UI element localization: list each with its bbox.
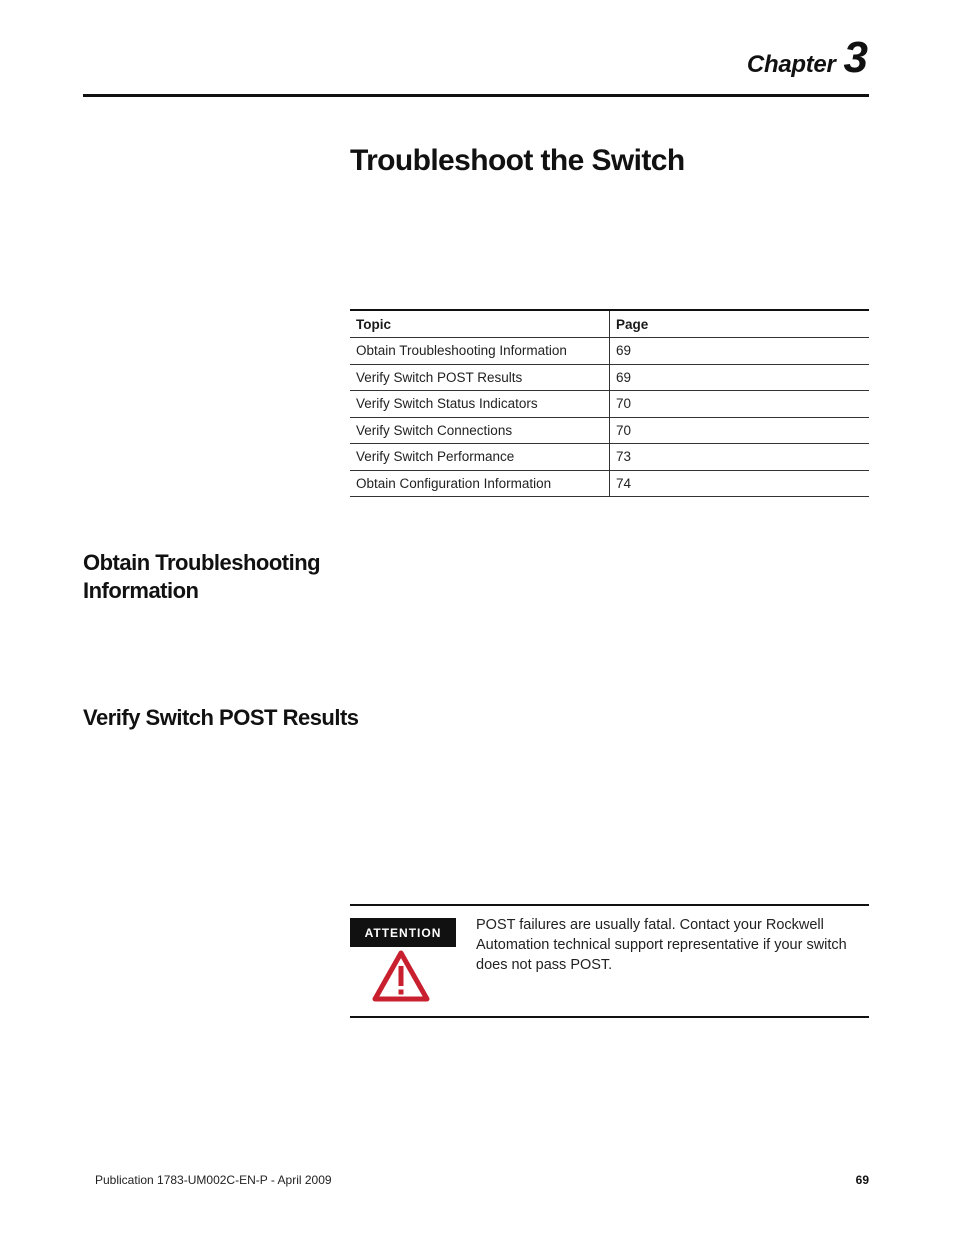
chapter-header <box>746 33 868 82</box>
topic-table <box>350 309 869 497</box>
topic-cell: Verify Switch Connections <box>350 417 610 444</box>
footer-page-number: 69 <box>855 1173 869 1187</box>
chapter-number: 3 <box>843 33 868 82</box>
page-cell: 74 <box>610 470 870 497</box>
attention-label: ATTENTION <box>350 918 456 947</box>
page-cell: 73 <box>610 444 870 471</box>
topic-cell: Obtain Configuration Information <box>350 470 610 497</box>
section-heading-verify-post: Verify Switch POST Results <box>83 705 359 730</box>
table-row <box>350 391 869 418</box>
attention-text: POST failures are usually fatal. Contact your Rockwell Automation technical support representative if your switch does not pass POST. <box>476 917 847 973</box>
page-title: Troubleshoot the Switch <box>350 144 685 177</box>
table-header-row <box>350 310 869 338</box>
warning-triangle-icon <box>372 950 430 1002</box>
topic-cell: Verify Switch Performance <box>350 444 610 471</box>
page-cell: 70 <box>610 417 870 444</box>
table-header-topic: Topic <box>350 310 610 338</box>
footer-publication: Publication 1783-UM002C-EN-P - April 2009 <box>95 1173 332 1187</box>
page-cell: 69 <box>610 338 870 365</box>
page-cell: 69 <box>610 364 870 391</box>
page-cell: 70 <box>610 391 870 418</box>
header-rule <box>83 94 869 97</box>
topic-cell: Verify Switch Status Indicators <box>350 391 610 418</box>
chapter-label: Chapter <box>746 51 836 78</box>
section-heading-obtain-troubleshooting: Obtain Troubleshooting Information <box>83 550 321 603</box>
table-row <box>350 338 869 365</box>
topic-cell: Obtain Troubleshooting Information <box>350 338 610 365</box>
table-row <box>350 470 869 497</box>
table-row <box>350 444 869 471</box>
topic-cell: Verify Switch POST Results <box>350 364 610 391</box>
table-row <box>350 364 869 391</box>
attention-callout <box>350 904 869 1018</box>
table-header-page: Page <box>610 310 870 338</box>
table-row <box>350 417 869 444</box>
